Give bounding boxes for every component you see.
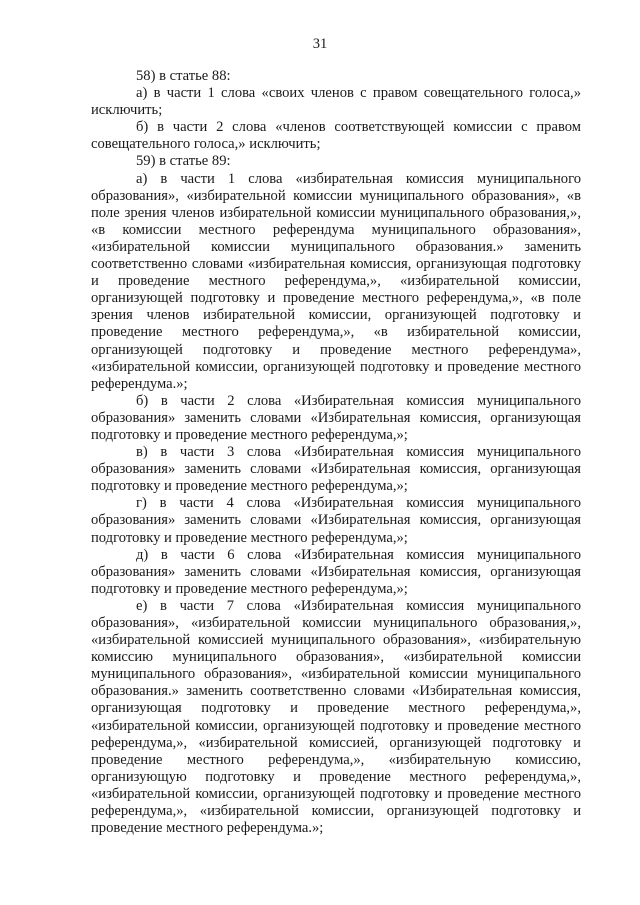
paragraph-88-a: а) в части 1 слова «своих членов с правом совещательного голоса,» исключить; — [91, 85, 581, 119]
paragraph-89-g: г) в части 4 слова «Избирательная комиссия муниципального образования» заменить словами «Избирательная комиссия, организующая подготовку и проведение местного референдума,»; — [91, 495, 581, 546]
paragraph-88-b: б) в части 2 слова «членов соответствующей комиссии с правом совещательного голоса,» исключить; — [91, 119, 581, 153]
paragraph-89-d: д) в части 6 слова «Избирательная комиссия муниципального образования» заменить словами «Избирательная комиссия, организующая подготовку и проведение местного референдума,»; — [91, 546, 581, 597]
paragraph-article-89: 59) в статье 89: — [136, 153, 231, 170]
paragraph-89-e: е) в части 7 слова «Избирательная комиссия муниципального образования», «избирательной комиссии муниципального образования,», «избирательной комиссией муниципального образования», «избирательную комиссию муниципального образования», «избирательной комиссии муниципального образования», «избирательной комиссии муниципального образования.» заменить соответственно словами «Избирательная комиссия, организующая подготовку и проведение местного референдума,», «избирательной комиссии, организующей подготовку и проведение местного референдума,», «избирательной комиссией, организующей подготовку и проведение местного референдума,», «избирательную комиссию, организующую подготовку и проведение местного референдума,», «избирательной комиссии, организующей подготовку и проведение местного референдума,», «избирательной комиссии, организующей подготовку и проведение местного референдума.»; — [91, 597, 581, 837]
paragraph-89-v: в) в части 3 слова «Избирательная комиссия муниципального образования» заменить словами «Избирательная комиссия, организующая подготовку и проведение местного референдума,»; — [91, 444, 581, 495]
paragraph-89-a: а) в части 1 слова «избирательная комиссия муниципального образования», «избирательной комиссии муниципального образования», «в поле зрения членов избирательной комиссии муниципального образования,», «в комиссии местного референдума муниципального образования», «избирательной комиссии муниципального образования.» заменить соответственно словами «избирательная комиссия, организующая подготовку и проведение местного референдума,», «избирательной комиссии, организующей подготовку и проведение местного референдума,», «в поле зрения членов избирательной комиссии, организующей подготовку и проведение местного референдума,», «в избирательной комиссии, организующей подготовку и проведение местного референдума», «избирательной комиссии, организующей подготовку и проведение местного референдума.»; — [91, 170, 581, 392]
document-body — [91, 68, 581, 837]
paragraph-article-88: 58) в статье 88: — [136, 68, 231, 84]
page-number: 31 — [312, 36, 328, 52]
paragraph-89-b: б) в части 2 слова «Избирательная комиссия муниципального образования» заменить словами «Избирательная комиссия, организующая подготовку и проведение местного референдума,»; — [91, 392, 581, 443]
